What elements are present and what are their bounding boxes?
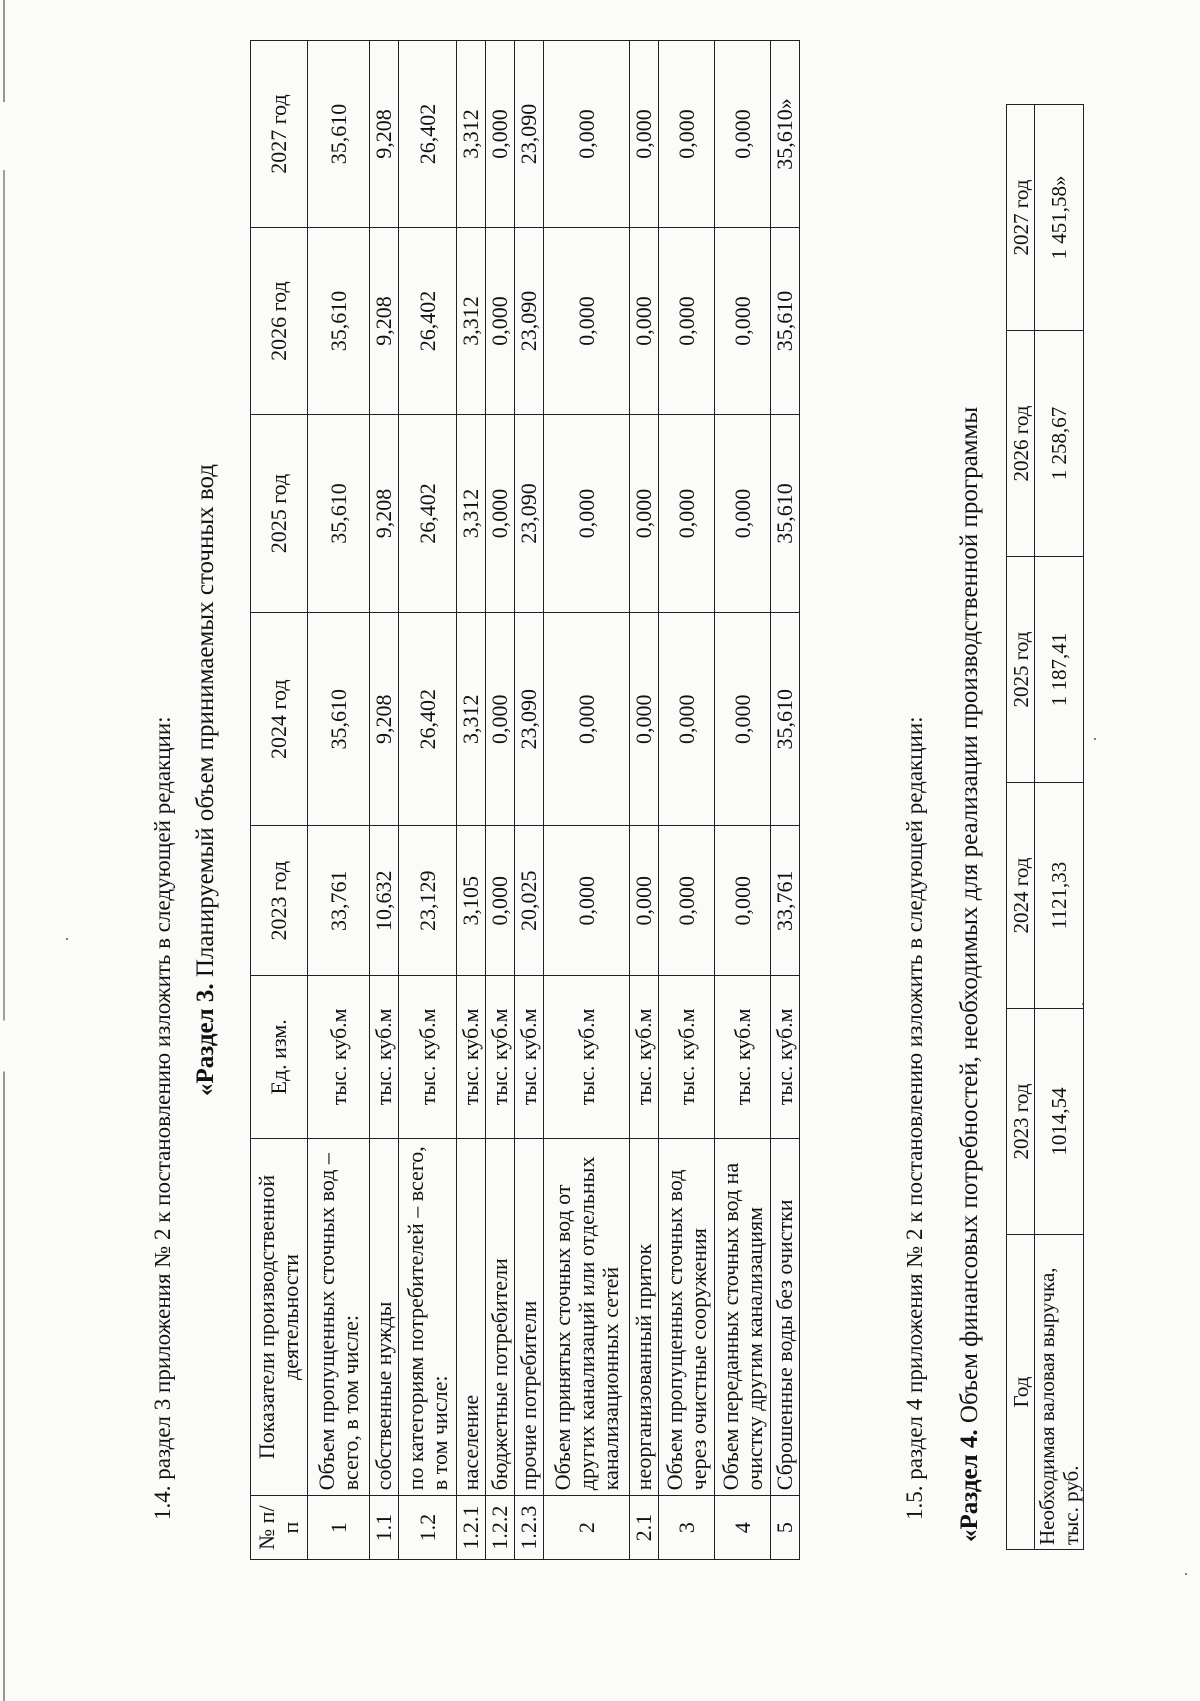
- value-cell: 3,312: [457, 41, 486, 228]
- table-cell: 1 258,67: [1035, 331, 1084, 557]
- indicator-name: Объем принятых сточных вод от других канализаций или отдельных канализационных сетей: [544, 1138, 630, 1495]
- indicator-name: Объем переданных сточных вод на очистку другим канализациям: [715, 1138, 771, 1495]
- row-number: 1: [308, 1496, 370, 1560]
- value-cell: 35,610: [771, 228, 800, 415]
- value-cell: 35,610: [771, 415, 800, 613]
- row-number: 3: [659, 1496, 715, 1560]
- row-number: 2.1: [630, 1496, 659, 1560]
- value-cell: 9,208: [370, 415, 399, 613]
- row-number: 2: [544, 1496, 630, 1560]
- table-row: [515, 41, 544, 1560]
- unit-cell: тыс. куб.м: [630, 975, 659, 1138]
- value-cell: 3,312: [457, 613, 486, 826]
- value-cell: 0,000: [715, 41, 771, 228]
- value-cell: 0,000: [486, 41, 515, 228]
- table-body: [308, 41, 800, 1560]
- value-cell: 0,000: [659, 228, 715, 415]
- column-header: 2024 год: [1007, 783, 1035, 1009]
- column-header: Показатели производственной деятельности: [251, 1138, 308, 1495]
- value-cell: 0,000: [630, 826, 659, 976]
- value-cell: 23,090: [515, 41, 544, 228]
- unit-cell: тыс. куб.м: [399, 975, 457, 1138]
- unit-cell: тыс. куб.м: [308, 975, 370, 1138]
- indicator-name: население: [457, 1138, 486, 1495]
- financial-needs-table: [1006, 104, 1084, 1550]
- value-cell: 35,610: [308, 228, 370, 415]
- indicator-name: Объем пропущенных сточных вод через очистные сооружения: [659, 1138, 715, 1495]
- value-cell: 35,610: [308, 613, 370, 826]
- value-cell: 0,000: [715, 826, 771, 976]
- indicator-name: Сброшенные воды без очистки: [771, 1138, 800, 1495]
- indicator-name: неорганизованный приток: [630, 1138, 659, 1495]
- value-cell: 0,000: [715, 613, 771, 826]
- row-number: 1.2.1: [457, 1496, 486, 1560]
- indicator-name: собственные нужды: [370, 1138, 399, 1495]
- section-3-prefix: «Раздел 3.: [192, 983, 219, 1097]
- value-cell: 23,090: [515, 415, 544, 613]
- value-cell: 0,000: [486, 228, 515, 415]
- value-cell: 0,000: [630, 415, 659, 613]
- value-cell: 26,402: [399, 41, 457, 228]
- table-cell: 1121,33: [1035, 783, 1084, 1009]
- table-row: [486, 41, 515, 1560]
- value-cell: 0,000: [544, 415, 630, 613]
- value-cell: 9,208: [370, 228, 399, 415]
- value-cell: 33,761: [771, 826, 800, 976]
- value-cell: 35,610: [308, 415, 370, 613]
- value-cell: 0,000: [659, 41, 715, 228]
- table-row: [771, 41, 800, 1560]
- value-cell: 9,208: [370, 613, 399, 826]
- value-cell: 0,000: [544, 613, 630, 826]
- value-cell: 0,000: [630, 228, 659, 415]
- value-cell: 26,402: [399, 415, 457, 613]
- unit-cell: тыс. куб.м: [515, 975, 544, 1138]
- indicator-name: по категориям потребителей – всего, в том числе:: [399, 1138, 457, 1495]
- column-header: 2027 год: [251, 41, 308, 228]
- value-cell: 9,208: [370, 41, 399, 228]
- table-row: [457, 41, 486, 1560]
- table-row: [1035, 105, 1084, 1550]
- value-cell: 23,090: [515, 613, 544, 826]
- column-header: 2026 год: [251, 228, 308, 415]
- unit-cell: тыс. куб.м: [715, 975, 771, 1138]
- unit-cell: тыс. куб.м: [457, 975, 486, 1138]
- table-header-row: [251, 41, 308, 1560]
- column-header: 2023 год: [1007, 1009, 1035, 1235]
- value-cell: 0,000: [486, 826, 515, 976]
- indicator-name: бюджетные потребители: [486, 1138, 515, 1495]
- unit-cell: тыс. куб.м: [659, 975, 715, 1138]
- production-volume-table: [250, 40, 800, 1560]
- value-cell: 35,610»: [771, 41, 800, 228]
- value-cell: 26,402: [399, 228, 457, 415]
- value-cell: 23,129: [399, 826, 457, 976]
- paragraph-1-4: 1.4. раздел 3 приложения № 2 к постановлению изложить в следующей редакции:: [150, 716, 175, 1520]
- value-cell: 0,000: [659, 613, 715, 826]
- value-cell: 0,000: [544, 826, 630, 976]
- table-cell: 1 187,41: [1035, 557, 1084, 783]
- value-cell: 26,402: [399, 613, 457, 826]
- scan-speck: [66, 938, 68, 940]
- value-cell: 0,000: [715, 415, 771, 613]
- column-header: 2024 год: [251, 613, 308, 826]
- column-header: 2027 год: [1007, 105, 1035, 331]
- row-number: 1.2: [399, 1496, 457, 1560]
- table-row: [630, 41, 659, 1560]
- indicator-name: прочие потребители: [515, 1138, 544, 1495]
- section-4-title: Объем финансовых потребностей, необходимых для реализации производственной программы: [956, 406, 983, 1424]
- column-header: Ед. изм.: [251, 975, 308, 1138]
- scan-speck: [1185, 1573, 1187, 1575]
- value-cell: 3,312: [457, 228, 486, 415]
- column-header: Год: [1007, 1235, 1035, 1550]
- row-number: 1.2.3: [515, 1496, 544, 1560]
- value-cell: 0,000: [486, 613, 515, 826]
- value-cell: 0,000: [486, 415, 515, 613]
- value-cell: 0,000: [630, 613, 659, 826]
- column-header: 2025 год: [1007, 557, 1035, 783]
- value-cell: 10,632: [370, 826, 399, 976]
- table-cell: 1014,54: [1035, 1009, 1084, 1235]
- unit-cell: тыс. куб.м: [771, 975, 800, 1138]
- unit-cell: тыс. куб.м: [544, 975, 630, 1138]
- section-3-heading: [192, 0, 220, 1560]
- value-cell: 0,000: [659, 826, 715, 976]
- scan-edge: [3, 0, 5, 1701]
- value-cell: 23,090: [515, 228, 544, 415]
- table-cell: 1 451,58»: [1035, 105, 1084, 331]
- column-header: 2023 год: [251, 826, 308, 976]
- row-number: 1.1: [370, 1496, 399, 1560]
- value-cell: 0,000: [630, 41, 659, 228]
- value-cell: 20,025: [515, 826, 544, 976]
- column-header: № п/п: [251, 1496, 308, 1560]
- value-cell: 3,312: [457, 415, 486, 613]
- table-row: [659, 41, 715, 1560]
- row-number: 1.2.2: [486, 1496, 515, 1560]
- value-cell: 0,000: [544, 228, 630, 415]
- value-cell: 35,610: [308, 41, 370, 228]
- unit-cell: тыс. куб.м: [370, 975, 399, 1138]
- table-row: [399, 41, 457, 1560]
- row-number: 4: [715, 1496, 771, 1560]
- paragraph-1-5: 1.5. раздел 4 приложения № 2 к постановлению изложить в следующей редакции:: [902, 716, 927, 1520]
- table-row: [308, 41, 370, 1560]
- column-header: 2026 год: [1007, 331, 1035, 557]
- table-header-row: [1007, 105, 1035, 1550]
- section-3-title: Планируемый объем принимаемых сточных вод: [192, 463, 219, 978]
- value-cell: 35,610: [771, 613, 800, 826]
- value-cell: 3,105: [457, 826, 486, 976]
- column-header: 2025 год: [251, 415, 308, 613]
- unit-cell: тыс. куб.м: [486, 975, 515, 1138]
- section-4-heading: [956, 407, 984, 1542]
- section-4-prefix: «Раздел 4.: [956, 1429, 983, 1542]
- indicator-name: Объем пропущенных сточных вод – всего, в том числе:: [308, 1138, 370, 1495]
- value-cell: 33,761: [308, 826, 370, 976]
- document-page: [150, 0, 1130, 1560]
- value-cell: 0,000: [715, 228, 771, 415]
- table-row: [715, 41, 771, 1560]
- value-cell: 0,000: [544, 41, 630, 228]
- table-row: [370, 41, 399, 1560]
- row-number: 5: [771, 1496, 800, 1560]
- row-label: Необходимая валовая выручка, тыс. руб.: [1035, 1235, 1084, 1550]
- table-row: [544, 41, 630, 1560]
- value-cell: 0,000: [659, 415, 715, 613]
